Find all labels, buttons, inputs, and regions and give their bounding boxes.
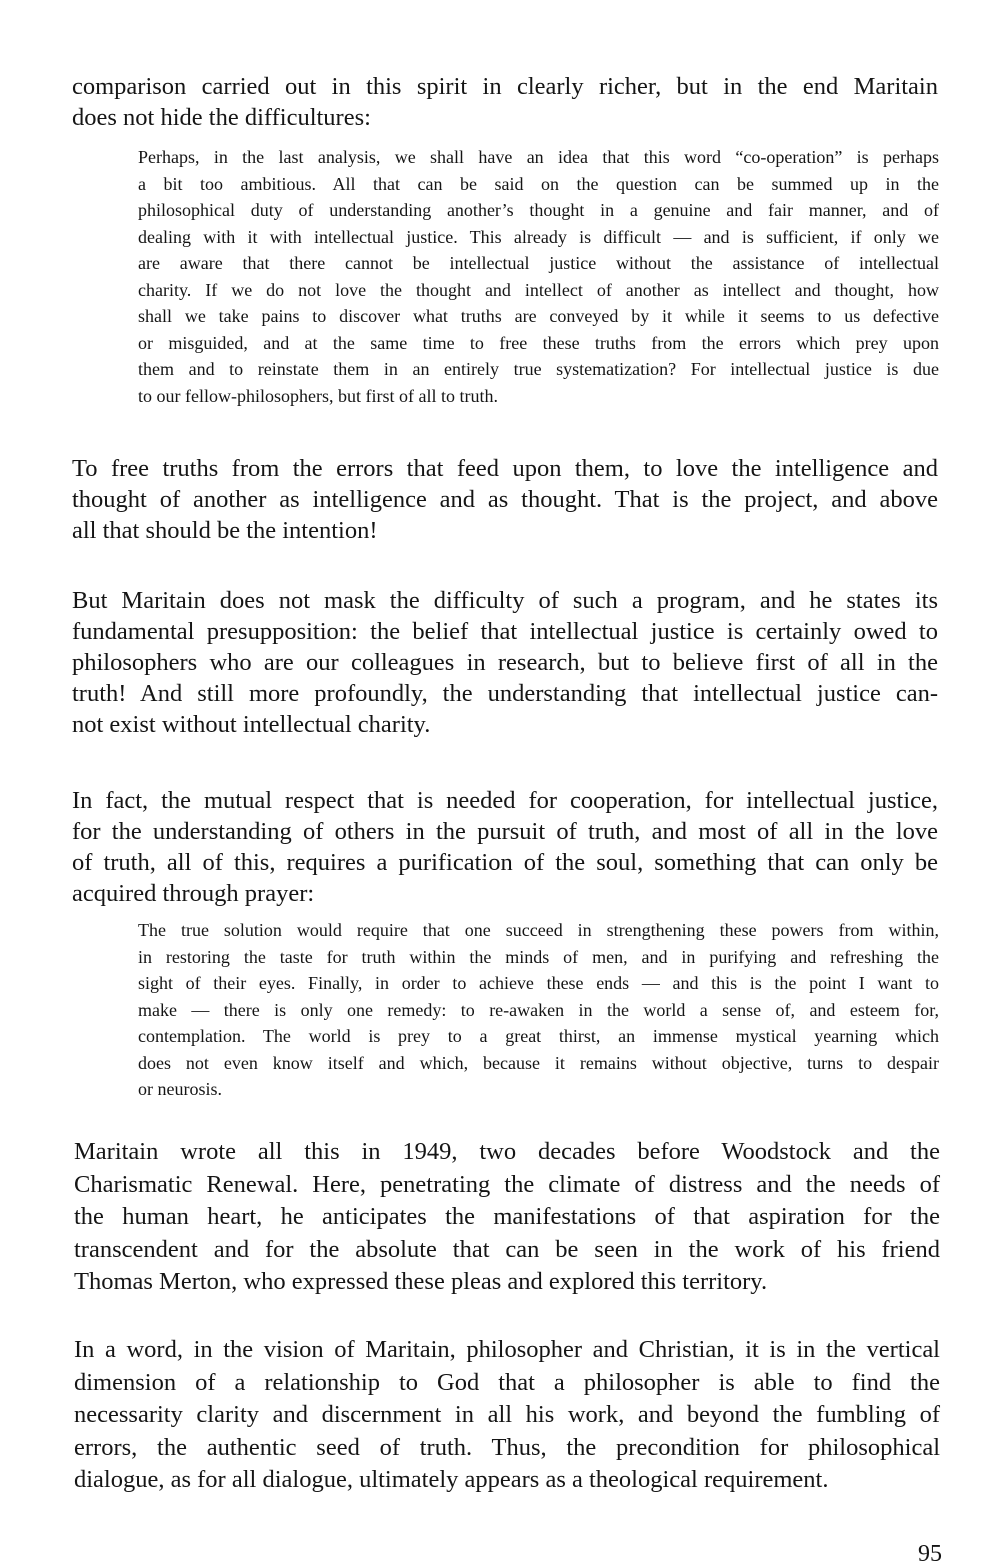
block-quote-2 <box>138 917 939 1103</box>
text-line: truth! And still more profoundly, the understanding that intellectual justice can- <box>72 680 938 707</box>
paragraph-1 <box>72 71 938 133</box>
text-line: not exist without intellectual charity. <box>72 711 431 738</box>
quote-line: them and to reinstate them in an entirely true systematization? For intellectual justice is due <box>138 359 939 379</box>
text-line: acquired through prayer: <box>72 880 315 907</box>
page-number: 95 <box>918 1541 942 1567</box>
quote-line: sight of their eyes. Finally, in order to achieve these ends — and this is the point I want to <box>138 973 939 993</box>
quote-line: shall we take pains to discover what truths are conveyed by it while it seems to us defective <box>138 306 939 326</box>
paragraph-2 <box>72 453 938 546</box>
quote-line: to our fellow-philosophers, but first of all to truth. <box>138 385 498 406</box>
text-line: Charismatic Renewal. Here, penetrating the climate of distress and the needs of <box>74 1170 940 1198</box>
quote-line: charity. If we do not love the thought and intellect of another as intellect and thought, how <box>138 279 939 300</box>
text-line: all that should be the intention! <box>72 517 378 544</box>
text-line: dimension of a relationship to God that a philosopher is able to find the <box>74 1368 940 1396</box>
paragraph-6 <box>74 1334 940 1497</box>
text-line: necessarity clarity and discernment in all his work, and beyond the fumbling of <box>74 1401 940 1428</box>
paragraph-3 <box>72 585 938 740</box>
quote-line: are aware that there cannot be intellectual justice without the assistance of intellectual <box>138 253 939 273</box>
text-line: errors, the authentic seed of truth. Thus, the precondition for philosophical <box>74 1433 940 1461</box>
quote-line: or neurosis. <box>138 1079 222 1099</box>
text-line: In fact, the mutual respect that is needed for cooperation, for intellectual justice, <box>72 787 938 814</box>
text-line: fundamental presupposition: the belief that intellectual justice is certainly owed to <box>72 618 938 645</box>
text-line: In a word, in the vision of Maritain, philosopher and Christian, it is in the vertical <box>74 1336 940 1363</box>
text-line: the human heart, he anticipates the manifestations of that aspiration for the <box>74 1203 940 1230</box>
text-line: thought of another as intelligence and as thought. That is the project, and above <box>72 486 938 513</box>
quote-line: Perhaps, in the last analysis, we shall have an idea that this word “co-operation” is perhaps <box>138 147 939 167</box>
text-line: Thomas Merton, who expressed these pleas and explored this territory. <box>74 1268 768 1295</box>
text-line: philosophers who are our colleagues in research, but to believe first of all in the <box>72 649 938 676</box>
text-line: does not hide the difficultures: <box>72 104 371 131</box>
text-line: But Maritain does not mask the difficulty of such a program, and he states its <box>72 587 938 614</box>
quote-line: contemplation. The world is prey to a great thirst, an immense mystical yearning which <box>138 1026 939 1046</box>
text-line: of truth, all of this, requires a purification of the soul, something that can only be <box>72 849 938 876</box>
quote-line: or misguided, and at the same time to free these truths from the errors which prey upon <box>138 332 939 353</box>
quote-line: does not even know itself and which, because it remains without objective, turns to despair <box>138 1052 939 1073</box>
text-line: To free truths from the errors that feed upon them, to love the intelligence and <box>72 455 938 482</box>
block-quote-1 <box>138 144 939 409</box>
quote-line: philosophical duty of understanding another’s thought in a genuine and fair manner, and of <box>138 200 939 220</box>
text-line: for the understanding of others in the pursuit of truth, and most of all in the love <box>72 818 938 845</box>
quote-line: make — there is only one remedy: to re-awaken in the world a sense of, and esteem for, <box>138 999 939 1020</box>
quote-line: The true solution would require that one succeed in strengthening these powers from within, <box>138 920 939 940</box>
quote-line: a bit too ambitious. All that can be said on the question can be summed up in the <box>138 173 939 194</box>
paragraph-5 <box>74 1136 940 1299</box>
quote-line: in restoring the taste for truth within the minds of men, and in purifying and refreshing the <box>138 946 939 967</box>
text-line: dialogue, as for all dialogue, ultimately appears as a theological requirement. <box>74 1466 829 1493</box>
paragraph-4 <box>72 785 938 909</box>
text-line: comparison carried out in this spirit in clearly richer, but in the end Maritain <box>72 73 938 100</box>
text-line: transcendent and for the absolute that can be seen in the work of his friend <box>74 1235 940 1263</box>
text-line: Maritain wrote all this in 1949, two decades before Woodstock and the <box>74 1138 940 1165</box>
quote-line: dealing with it with intellectual justice. This already is difficult — and is sufficient, if only we <box>138 226 939 247</box>
